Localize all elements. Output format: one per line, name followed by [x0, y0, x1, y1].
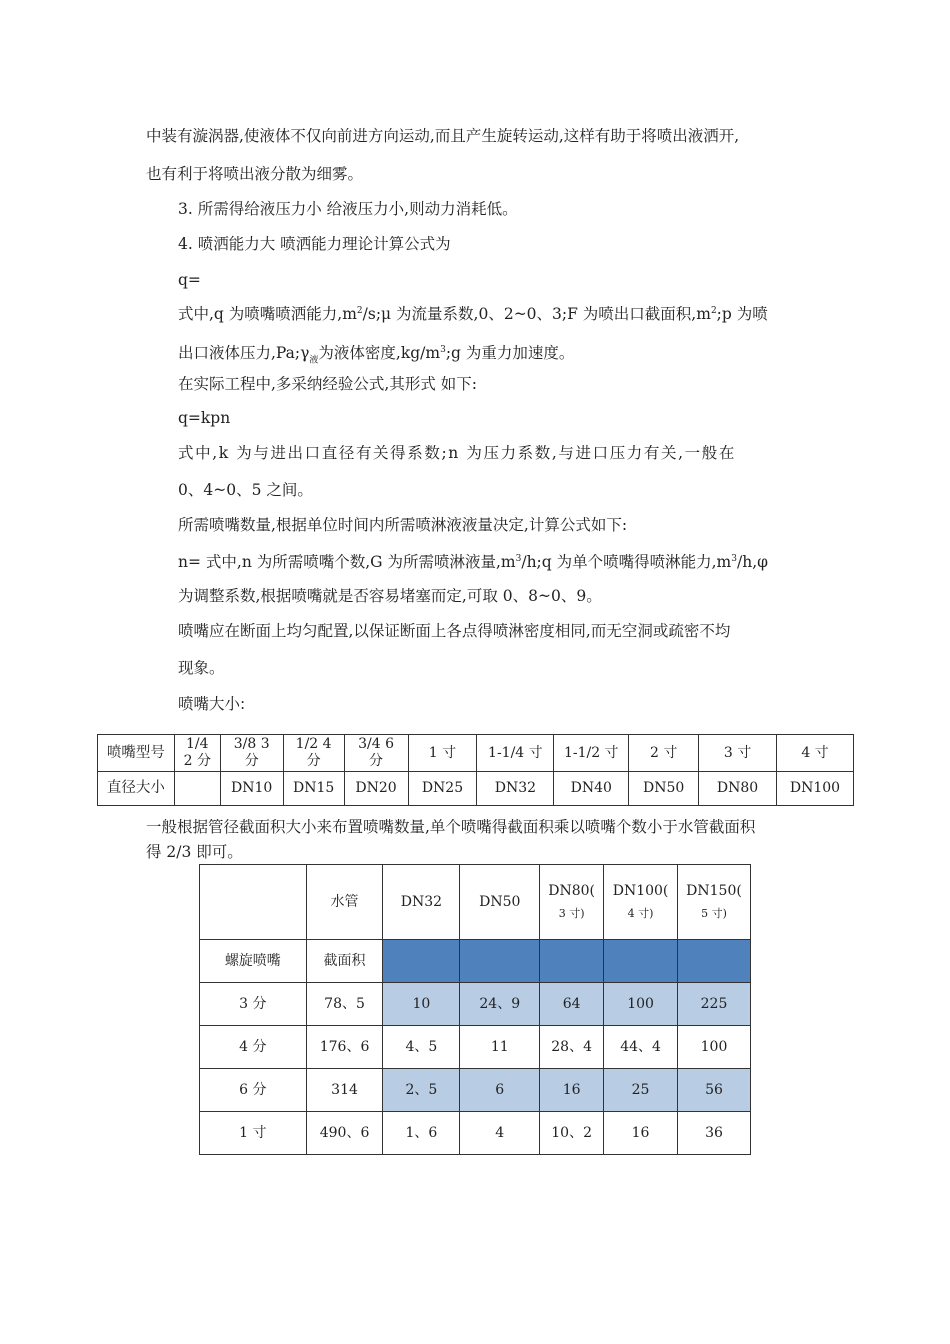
table-cell: DN50 [629, 772, 699, 806]
table-cell: DN10 [220, 772, 283, 806]
table-cell: 1 寸 [408, 735, 477, 772]
table-cell: 44、4 [604, 1026, 678, 1069]
header-cell: 水管 [306, 865, 383, 940]
table-cell [604, 940, 678, 983]
table-cell: 4、5 [383, 1026, 460, 1069]
header-top: DN80( [548, 882, 596, 899]
text-span: /s;μ 为流量系数,0、2~0、3;F 为喷出口截面积,m [362, 305, 711, 324]
paragraph-line [178, 549, 768, 572]
header-cell [604, 865, 678, 940]
paragraph-line: 喷嘴应在断面上均匀配置,以保证断面上各点得喷淋密度相同,而无空洞或疏密不均 [178, 622, 731, 640]
text-span: ;p 为喷 [716, 305, 768, 324]
table-cell: 1/4 2 分 [174, 735, 220, 772]
table-cell: 314 [306, 1069, 383, 1112]
table-cell: DN80 [699, 772, 777, 806]
table-cell: 2、5 [383, 1069, 460, 1112]
table-cell: 24、9 [460, 983, 540, 1026]
paragraph-line: 式中,k 为与进出口直径有关得系数;n 为压力系数,与进口压力有关,一般在 [178, 444, 736, 462]
table-cell: DN100 [777, 772, 854, 806]
table-cell: 4 寸 [777, 735, 854, 772]
formula-line: q= [178, 271, 201, 289]
paragraph-line: 中装有漩涡器,使液体不仅向前进方向运动,而且产生旋转运动,这样有助于将喷出液洒开, [146, 127, 740, 145]
table-cell: DN15 [283, 772, 344, 806]
table-cell: 64 [540, 983, 604, 1026]
header-cell [200, 865, 307, 940]
row-header: 喷嘴型号 [98, 735, 175, 772]
table-cell [174, 772, 220, 806]
table-cell: 56 [678, 1069, 751, 1112]
superscript: 3 [515, 554, 522, 564]
table-cell: 1-1/2 寸 [554, 735, 629, 772]
paragraph-line: 4. 喷洒能力大 喷洒能力理论计算公式为 [178, 235, 451, 253]
table-cell: 2 寸 [629, 735, 699, 772]
table-cell: 10 [383, 983, 460, 1026]
table-cell: 100 [604, 983, 678, 1026]
table-cell: 3/4 6 分 [344, 735, 408, 772]
table-cell [383, 940, 460, 983]
paragraph-line: 3. 所需得给液压力小 给液压力小,则动力消耗低。 [178, 200, 518, 218]
table-cell: 28、4 [540, 1026, 604, 1069]
header-cell: DN32 [383, 865, 460, 940]
paragraph-line: 现象。 [178, 659, 225, 677]
table-cell: 25 [604, 1069, 678, 1112]
table-cell: 176、6 [306, 1026, 383, 1069]
subscript: 液 [309, 355, 319, 366]
table-cell: 16 [540, 1069, 604, 1112]
paragraph-line: 0、4~0、5 之间。 [178, 481, 313, 499]
header-top: DN100( [612, 882, 669, 899]
table-cell: DN32 [477, 772, 554, 806]
row-header: 3 分 [200, 983, 307, 1026]
header-cell: DN50 [460, 865, 540, 940]
header-cell [678, 865, 751, 940]
row-header: 直径大小 [98, 772, 175, 806]
table-cell: 78、5 [306, 983, 383, 1026]
table-cell: 490、6 [306, 1112, 383, 1155]
table-cell: 1/2 4 分 [283, 735, 344, 772]
row-header: 螺旋喷嘴 [200, 940, 307, 983]
text-span: 出口液体压力,Pa;γ [178, 344, 310, 363]
text-span: n= 式中,n 为所需喷嘴个数,G 为所需喷淋液量,m [178, 553, 516, 572]
header-top: DN150( [686, 882, 742, 899]
formula-line: q=kpn [178, 409, 231, 427]
paragraph-line [178, 301, 768, 324]
section-heading: 喷嘴大小: [178, 695, 246, 713]
table-cell: DN40 [554, 772, 629, 806]
text-span: /h,φ [736, 553, 768, 572]
table-cell: 36 [678, 1112, 751, 1155]
text-span: ;g 为重力加速度。 [445, 344, 575, 363]
paragraph-line: 一般根据管径截面积大小来布置喷嘴数量,单个喷嘴得截面积乘以喷嘴个数小于水管截面积 [146, 818, 756, 836]
paragraph-line [178, 340, 574, 370]
table-cell: DN20 [344, 772, 408, 806]
nozzle-pipe-area-table [199, 864, 751, 1155]
table-cell: 225 [678, 983, 751, 1026]
table-cell: 10、2 [540, 1112, 604, 1155]
superscript: 2 [710, 306, 717, 316]
paragraph-line: 在实际工程中,多采纳经验公式,其形式 如下: [178, 375, 478, 393]
superscript: 3 [440, 345, 446, 355]
table-cell [678, 940, 751, 983]
nozzle-size-table [97, 734, 854, 806]
header-cell [540, 865, 604, 940]
text-span: /h;q 为单个喷嘴得喷淋能力,m [521, 553, 732, 572]
table-cell: 截面积 [306, 940, 383, 983]
row-header: 1 寸 [200, 1112, 307, 1155]
superscript: 3 [731, 554, 737, 564]
text-span: 式中,q 为喷嘴喷洒能力,m [178, 305, 357, 324]
table-cell: 4 [460, 1112, 540, 1155]
paragraph-line: 所需喷嘴数量,根据单位时间内所需喷淋液液量决定,计算公式如下: [178, 516, 628, 534]
header-bottom: 3 寸) [558, 906, 585, 920]
table-cell [460, 940, 540, 983]
text-span: 为液体密度,kg/m [318, 344, 441, 363]
table-cell: 3 寸 [699, 735, 777, 772]
table-cell: DN25 [408, 772, 477, 806]
table-cell: 1-1/4 寸 [477, 735, 554, 772]
paragraph-line: 也有利于将喷出液分散为细雾。 [146, 165, 364, 183]
superscript: 2 [356, 306, 363, 316]
table-cell: 100 [678, 1026, 751, 1069]
table-cell: 16 [604, 1112, 678, 1155]
table-cell [540, 940, 604, 983]
paragraph-line: 得 2/3 即可。 [146, 843, 243, 861]
paragraph-line: 为调整系数,根据喷嘴就是否容易堵塞而定,可取 0、8~0、9。 [178, 587, 602, 605]
table-cell: 6 [460, 1069, 540, 1112]
row-header: 4 分 [200, 1026, 307, 1069]
table-cell: 1、6 [383, 1112, 460, 1155]
table-cell: 11 [460, 1026, 540, 1069]
header-bottom: 5 寸) [701, 906, 727, 920]
table-cell: 3/8 3 分 [220, 735, 283, 772]
header-bottom: 4 寸) [627, 906, 654, 920]
row-header: 6 分 [200, 1069, 307, 1112]
